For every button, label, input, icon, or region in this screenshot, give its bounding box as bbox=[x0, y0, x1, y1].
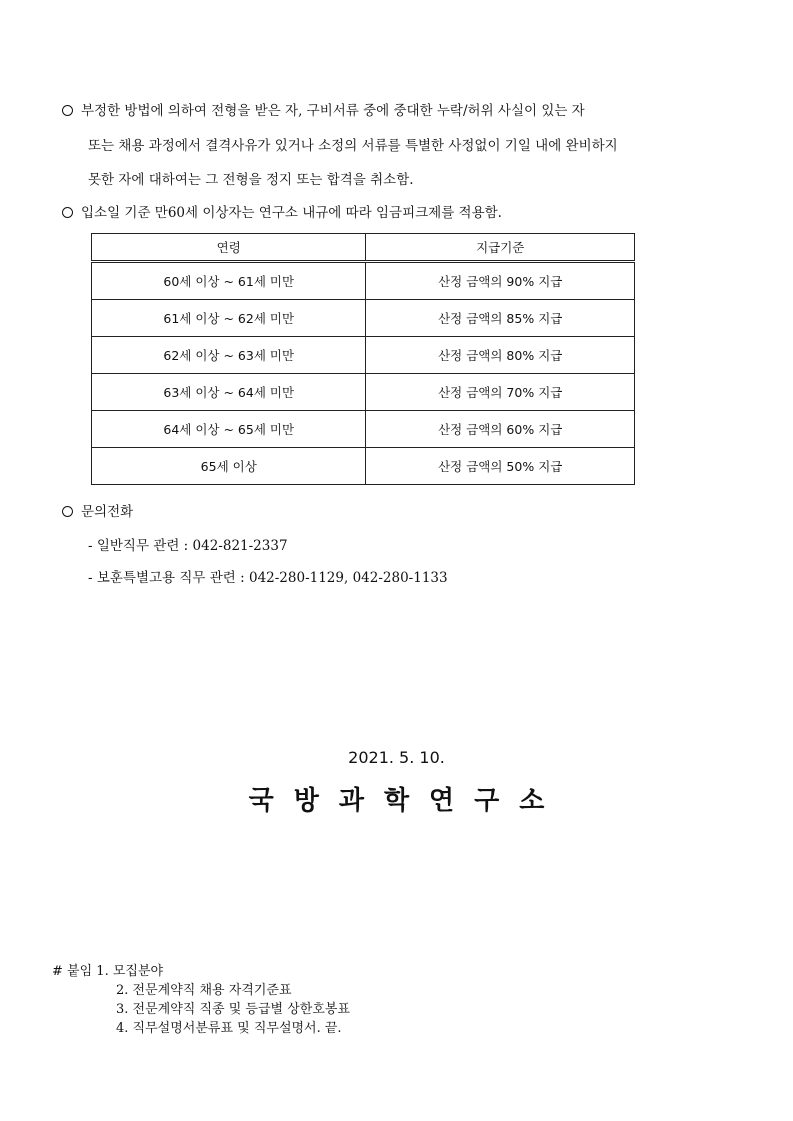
payment-cell: 산정 금액의 80% 지급 bbox=[366, 337, 635, 374]
table-header-row bbox=[92, 234, 635, 262]
table-row bbox=[92, 300, 635, 337]
header-payment: 지급기준 bbox=[366, 234, 635, 262]
header-age: 연령 bbox=[92, 234, 366, 262]
payment-cell: 산정 금액의 70% 지급 bbox=[366, 374, 635, 411]
table-row bbox=[92, 374, 635, 411]
contact-general: - 일반직무 관련 : 042-821-2337 bbox=[88, 538, 288, 554]
organization-name: 국방과학연구소 bbox=[248, 786, 565, 816]
attachment-prefix: # 붙임 bbox=[52, 964, 93, 979]
document-date: 2021. 5. 10. bbox=[348, 748, 445, 767]
age-cell: 60세 이상 ~ 61세 미만 bbox=[92, 262, 366, 300]
contact-title: 문의전화 bbox=[62, 500, 133, 520]
age-cell: 63세 이상 ~ 64세 미만 bbox=[92, 374, 366, 411]
table-row bbox=[92, 411, 635, 448]
payment-cell: 산정 금액의 85% 지급 bbox=[366, 300, 635, 337]
table-row bbox=[92, 448, 635, 485]
circle-bullet-icon bbox=[62, 506, 73, 517]
table-row bbox=[92, 337, 635, 374]
payment-cell: 산정 금액의 60% 지급 bbox=[366, 411, 635, 448]
notice-line: 또는 채용 과정에서 결격사유가 있거나 소정의 서류를 특별한 사정없이 기일 내에 완비하지 bbox=[88, 138, 618, 154]
wage-peak-notice: 입소일 기준 만60세 이상자는 연구소 내규에 따라 임금피크제를 적용함. bbox=[62, 201, 502, 221]
age-cell: 65세 이상 bbox=[92, 448, 366, 485]
notice-line: 부정한 방법에 의하여 전형을 받은 자, 구비서류 중에 중대한 누락/허위 사실이 있는 자 bbox=[62, 99, 585, 119]
attachments bbox=[52, 962, 350, 1038]
attachment-item: 2. 전문계약직 채용 자격기준표 bbox=[116, 983, 292, 998]
notice-line: 못한 자에 대하여는 그 전형을 정지 또는 합격을 취소함. bbox=[88, 172, 414, 188]
contact-security: - 보훈특별고용 직무 관련 : 042-280-1129, 042-280-1133 bbox=[88, 570, 448, 586]
circle-bullet-icon bbox=[62, 207, 73, 218]
attachment-item: 4. 직무설명서분류표 및 직무설명서. 끝. bbox=[116, 1021, 342, 1036]
attachment-first-row bbox=[52, 962, 350, 981]
attachment-item: 3. 전문계약직 직종 및 등급별 상한호봉표 bbox=[116, 1002, 350, 1017]
circle-bullet-icon bbox=[62, 105, 73, 116]
age-cell: 61세 이상 ~ 62세 미만 bbox=[92, 300, 366, 337]
wage-peak-table bbox=[91, 233, 635, 485]
age-cell: 62세 이상 ~ 63세 미만 bbox=[92, 337, 366, 374]
table-row bbox=[92, 262, 635, 300]
attachment-item: 1. 모집분야 bbox=[96, 964, 164, 979]
payment-cell: 산정 금액의 50% 지급 bbox=[366, 448, 635, 485]
payment-cell: 산정 금액의 90% 지급 bbox=[366, 262, 635, 300]
age-cell: 64세 이상 ~ 65세 미만 bbox=[92, 411, 366, 448]
